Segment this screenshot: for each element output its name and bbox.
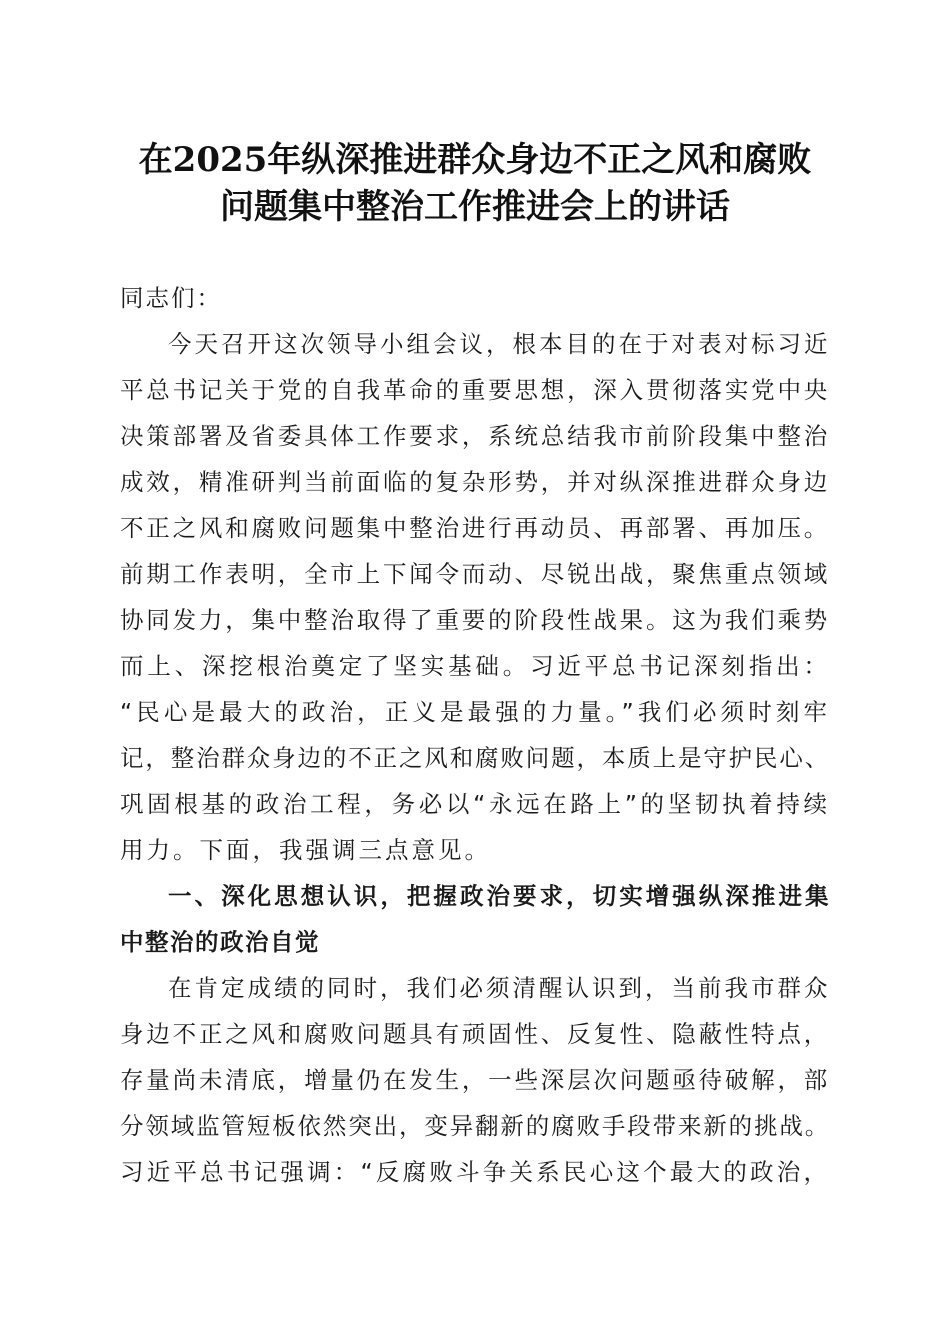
paragraph-1-line: 协同发力，集中整治取得了重要的阶段性战果。这为我们乘势 [120, 606, 830, 634]
paragraph-2-line: 习近平总书记强调：“反腐败斗争关系民心这个最大的政治， [120, 1158, 830, 1186]
section-1-heading-line: 中整治的政治自觉 [120, 928, 320, 956]
paragraph-1-line: 而上、深挖根治奠定了坚实基础。习近平总书记深刻指出： [120, 652, 830, 680]
paragraph-1-line: 决策部署及省委具体工作要求，系统总结我市前阶段集中整治 [120, 422, 830, 450]
paragraph-1-line: “民心是最大的政治，正义是最强的力量。”我们必须时刻牢 [120, 698, 830, 726]
paragraph-1-line: 平总书记关于党的自我革命的重要思想，深入贯彻落实党中央 [120, 376, 830, 404]
paragraph-2-line: 在肯定成绩的同时，我们必须清醒认识到，当前我市群众 [168, 974, 831, 1002]
paragraph-2-line: 身边不正之风和腐败问题具有顽固性、反复性、隐蔽性特点， [120, 1020, 830, 1048]
paragraph-1-line: 记，整治群众身边的不正之风和腐败问题，本质上是守护民心、 [120, 744, 830, 772]
salutation: 同志们： [120, 284, 222, 312]
paragraph-1-line: 巩固根基的政治工程，务必以“永远在路上”的坚韧执着持续 [120, 790, 830, 818]
paragraph-1-line: 用力。下面，我强调三点意见。 [120, 836, 491, 864]
paragraph-2-line: 分领域监管短板依然突出，变异翻新的腐败手段带来新的挑战。 [120, 1112, 830, 1140]
paragraph-1-line: 不正之风和腐败问题集中整治进行再动员、再部署、再加压。 [120, 514, 830, 542]
section-1-heading-line: 一、深化思想认识，把握政治要求，切实增强纵深推进集 [168, 882, 830, 910]
paragraph-1-line: 今天召开这次领导小组会议，根本目的在于对表对标习近 [168, 330, 831, 358]
paragraph-1-line: 前期工作表明，全市上下闻令而动、尽锐出战，聚焦重点领域 [120, 560, 830, 588]
paragraph-2-line: 存量尚未清底，增量仍在发生，一些深层次问题亟待破解，部 [120, 1066, 830, 1094]
paragraph-1-line: 成效，精准研判当前面临的复杂形势，并对纵深推进群众身边 [120, 468, 830, 496]
document-title-line-1: 在2025年纵深推进群众身边不正之风和腐败 [138, 140, 812, 180]
document-title-line-2: 问题集中整治工作推进会上的讲话 [220, 187, 730, 227]
